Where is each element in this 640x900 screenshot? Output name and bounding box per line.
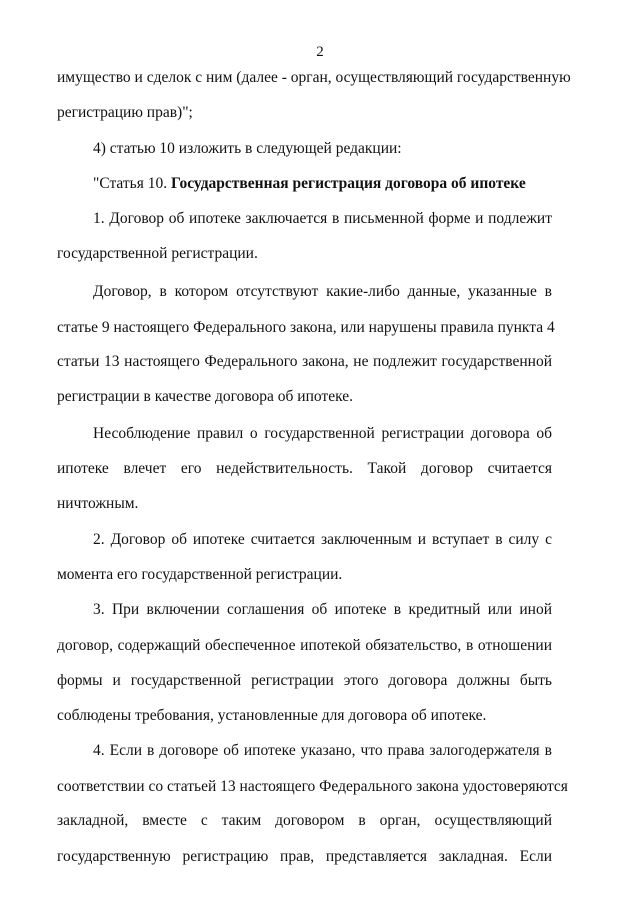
text-line: регистрацию прав)"; xyxy=(57,104,193,121)
text-line: соблюдены требования, установленные для договора об ипотеке. xyxy=(57,707,487,724)
text-line: 3. При включении соглашения об ипотеке в кредитный или иной xyxy=(93,601,552,618)
text-line: 2. Договор об ипотеке считается заключенным и вступает в силу с xyxy=(93,531,552,548)
text-line: 4) статью 10 изложить в следующей редакции: xyxy=(93,140,402,157)
text-line: государственную регистрацию прав, представляется закладная. Если xyxy=(57,848,552,865)
text-line: ничтожным. xyxy=(57,495,139,512)
text-line: договор, содержащий обеспеченное ипотекой обязательство, в отношении xyxy=(57,637,552,654)
article-title: Государственная регистрация договора об ипотеке xyxy=(171,175,526,192)
text-line: Несоблюдение правил о государственной регистрации договора об xyxy=(93,425,552,442)
page-number: 2 xyxy=(316,44,324,60)
article-number: "Статья 10. xyxy=(93,175,171,192)
text-line: государственной регистрации. xyxy=(57,245,258,262)
text-line: соответствии со статьей 13 настоящего Федерального закона удостоверяются xyxy=(57,778,568,795)
article-heading xyxy=(93,174,552,194)
text-line: имущество и сделок с ним (далее - орган, осуществляющий государственную xyxy=(57,69,571,86)
text-line: регистрации в качестве договора об ипотеке. xyxy=(57,388,353,405)
text-line: закладной, вместе с таким договором в орган, осуществляющий xyxy=(57,812,552,829)
text-line: 4. Если в договоре об ипотеке указано, что права залогодержателя в xyxy=(93,742,552,759)
text-line: 1. Договор об ипотеке заключается в письменной форме и подлежит xyxy=(93,210,552,227)
text-line: ипотеке влечет его недействительность. Такой договор считается xyxy=(57,460,552,477)
text-line: момента его государственной регистрации. xyxy=(57,566,343,583)
text-line: статье 9 настоящего Федерального закона, или нарушены правила пункта 4 xyxy=(57,319,555,336)
text-line: формы и государственной регистрации этого договора должны быть xyxy=(57,672,552,689)
text-line: Договор, в котором отсутствуют какие-либо данные, указанные в xyxy=(93,283,552,300)
text-line: статьи 13 настоящего Федерального закона, не подлежит государственной xyxy=(57,353,552,370)
